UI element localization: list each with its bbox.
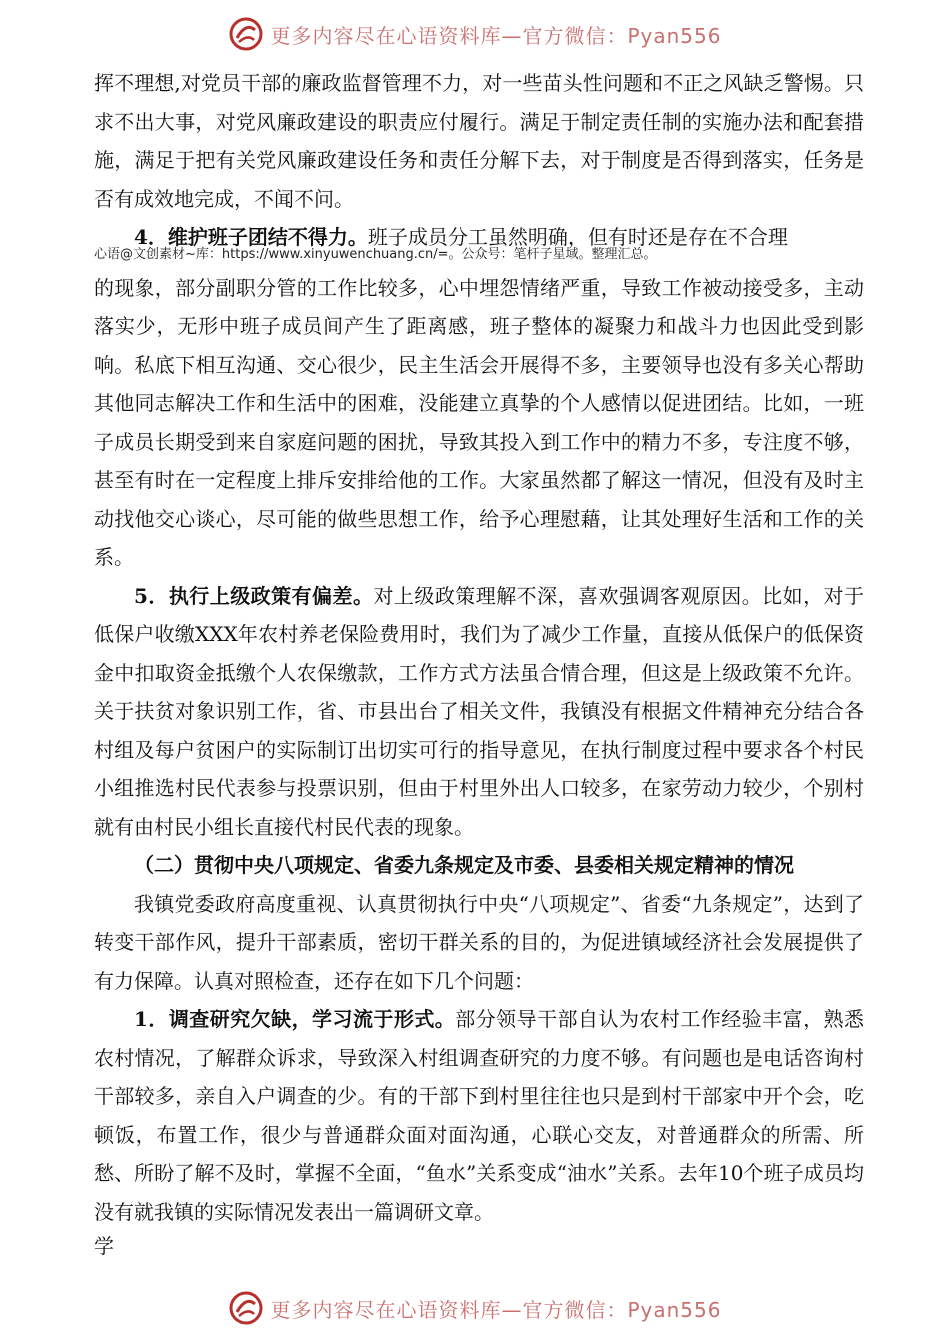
paragraph-5 — [94, 1000, 864, 1231]
footer-banner — [0, 1288, 950, 1328]
paragraph-2-lead-text: 班子成员分工虽然明确，但有时还是存在不合理 — [367, 225, 788, 249]
paragraph-1: 挥不理想,对党员干部的廉政监督管理不力，对一些苗头性问题和不正之风缺乏警惕。只求不出大事，对党风廉政建设的职责应付履行。满足于制定责任制的实施办法和配套措施，满足于把有关党风廉政建设任务和责任分解下去，对于制度是否得到落实，任务是否有成效地完成，不闻不问。 — [94, 71, 864, 211]
section-heading: （二）贯彻中央八项规定、省委九条规定及市委、县委相关规定精神的情况 — [134, 853, 794, 877]
footer-banner-text: 更多内容尽在心语资料库—官方微信：Pyan556 — [270, 1297, 722, 1322]
paragraph-3-title: 5．执行上级政策有偏差。 — [134, 583, 374, 608]
paragraph-5-title: 1．调查研究欠缺，学习流于形式。 — [134, 1007, 456, 1031]
paragraph-3-body: 对上级政策理解不深，喜欢强调客观原因。比如，对于低保户收缴XXX年农村养老保险费用时，我们为了减少工作量，直接从低保户的低保资金中扣取资金抵缴个人农保缴款，工作方式方法虽合情合理，但这是上级政策不允许。关于扶贫对象识别工作，省、市县出台了相关文件，我镇没有根据文件精神充分结合各村组及每户贫困户的实际制订出切实可行的指导意见，在执行制度过程中要求各个村民小组推选村民代表参与投票识别，但由于村里外出人口较多，在家劳动力较少，个别村就有由村民小组长直接代村民代表的现象。 — [94, 583, 865, 839]
paragraph-3 — [94, 577, 864, 847]
brand-logo-icon — [228, 1290, 264, 1326]
paragraph-2-title: 4．维护班子团结不得力。 — [134, 225, 368, 249]
paragraph-5-body: 部分领导干部自认为农村工作经验丰富，熟悉农村情况，了解群众诉求，导致深入村组调查研究的力度不够。有问题也是电话咨询村干部较多，亲自入户调查的少。有的干部下到村里往往也只是到村干部家中开个会，吃顿饭，布置工作，很少与普通群众面对面沟通，心联心交友，对普通群众的所需、所愁、所盼了解不及时，掌握不全面，“鱼水”关系变成“油水”关系。去年10个班子成员均没有就我镇的实际情况发表出一篇调研文章。 — [94, 1007, 864, 1224]
document-body — [94, 64, 864, 1261]
watermark-line: 心语@文创素材~库：https://www.xinyuwenchuang.cn/=。公众号：笔杆子星域。整理汇总。 — [94, 246, 657, 262]
paragraph-4: 我镇党委政府高度重视、认真贯彻执行中央“八项规定”、省委“九条规定”，达到了转变干部作风，提升干部素质，密切干群关系的目的，为促进镇域经济社会发展提供了有力保障。认真对照检查，还存在如下几个问题： — [94, 891, 864, 993]
paragraph-2-rest: 的现象，部分副职分管的工作比较多，心中埋怨情绪严重，导致工作被动接受多，主动落实少，无形中班子成员间产生了距离感，班子整体的凝聚力和战斗力也因此受到影响。私底下相互沟通、交心很少，民主生活会开展得不多，主要领导也没有多关心帮助其他同志解决工作和生活中的困难，没能建立真挚的个人感情以促进团结。比如，一班子成员长期受到来自家庭问题的困扰，导致其投入到工作中的精力不多，专注度不够，甚至有时在一定程度上排斥安排给他的工作。大家虽然都了解这一情况，但没有及时主动找他交心谈心，尽可能的做些思想工作，给予心理慰藉，让其处理好生活和工作的关系。 — [94, 275, 864, 569]
header-banner — [0, 14, 950, 54]
paragraph-tail: 学 — [94, 1234, 114, 1258]
brand-logo-icon — [228, 16, 264, 52]
header-banner-text: 更多内容尽在心语资料库—官方微信：Pyan556 — [270, 23, 722, 48]
